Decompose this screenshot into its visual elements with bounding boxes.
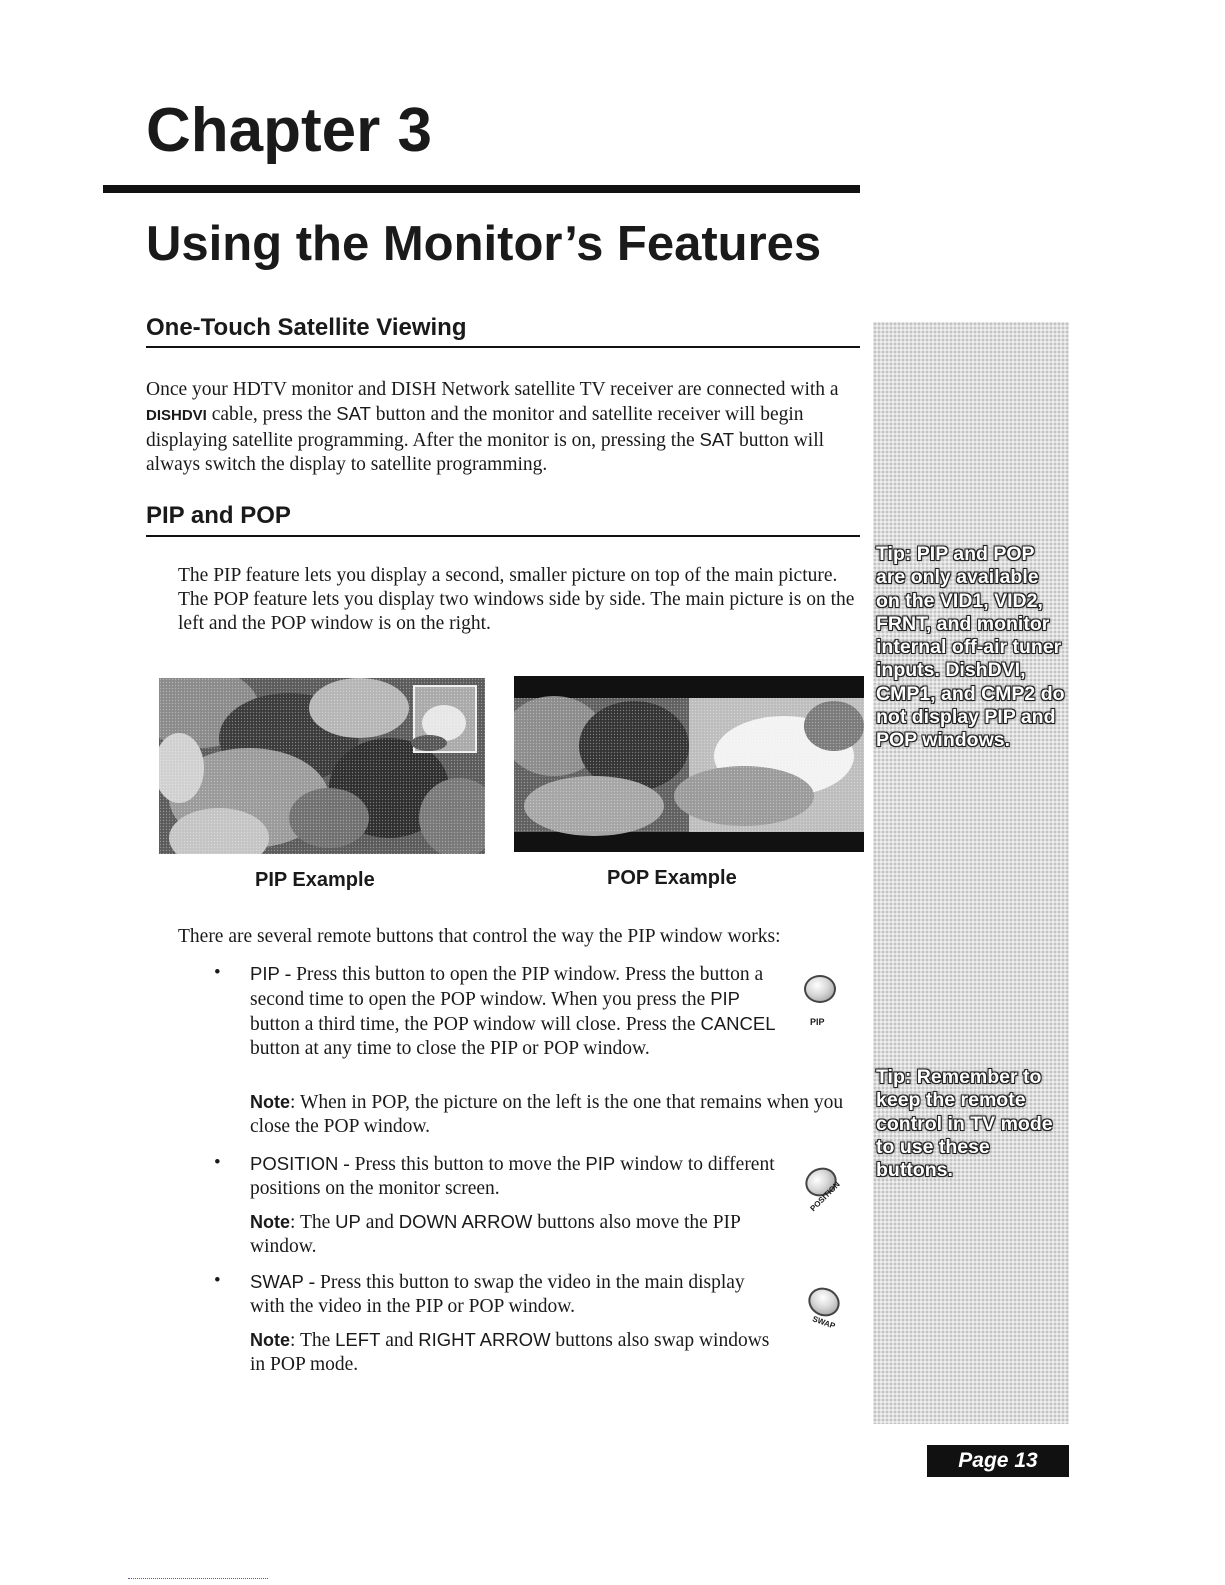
pip-example-image — [159, 678, 485, 854]
bullet-position-text: POSITION - Press this button to move the PIP window to different positions on the monitor screen. — [250, 1153, 775, 1199]
sidebar-panel — [873, 322, 1069, 1424]
swap-button-icon — [804, 1283, 845, 1322]
pip-button-icon — [804, 975, 836, 1003]
bullet-pip-note: Note: When in POP, the picture on the left is the one that remains when you close the POP window. — [250, 1092, 844, 1137]
pop-example-image — [514, 676, 864, 852]
section-rule — [146, 535, 860, 537]
section-heading-one-touch: One-Touch Satellite Viewing — [146, 314, 467, 341]
pop-example-caption: POP Example — [607, 867, 737, 889]
bullet-swap-text: SWAP - Press this button to swap the video in the main display with the video in the PIP or POP window. — [250, 1271, 745, 1317]
sidebar-tip-pip-pop: Tip: PIP and POP are only available on the VID1, VID2, FRNT, and monitor internal off-air tuner inputs. DishDVI, CMP1, and CMP2 do not display PIP and POP windows. — [876, 543, 1065, 752]
pip-pop-intro: The PIP feature lets you display a second, smaller picture on top of the main picture. The POP feature lets you display two windows side by side. The main picture is on the left and the POP window is on the right. — [178, 565, 855, 634]
bullet-marker: • — [214, 1270, 221, 1291]
page-number: Page 13 — [927, 1445, 1069, 1477]
bullet-swap-note: Note: The LEFT and RIGHT ARROW buttons also swap windows in POP mode. — [250, 1329, 770, 1375]
page-title: Using the Monitor’s Features — [146, 217, 822, 271]
bullet-marker: • — [214, 962, 221, 983]
bullet-pip-text: PIP - Press this button to open the PIP window. Press the button a second time to open the POP window. When you press the PIP button a third time, the POP window will close. Press the CANCEL button at any time to close the PIP or POP window. — [250, 963, 776, 1059]
footer-link-underline — [128, 1578, 268, 1580]
position-button-label: POSITION — [808, 1179, 842, 1214]
remote-buttons-intro: There are several remote buttons that control the way the PIP window works: — [178, 926, 781, 947]
section-rule — [146, 346, 860, 348]
swap-button-label: SWAP — [811, 1314, 837, 1331]
sidebar-tip-remote: Tip: Remember to keep the remote control in TV mode to use these buttons. — [876, 1066, 1053, 1182]
chapter-label: Chapter 3 — [146, 96, 432, 165]
pip-button-label: PIP — [810, 1017, 825, 1027]
chapter-rule — [103, 185, 860, 193]
bullet-marker: • — [214, 1152, 221, 1173]
bullet-position-note: Note: The UP and DOWN ARROW buttons also move the PIP window. — [250, 1211, 741, 1257]
pip-example-caption: PIP Example — [255, 869, 375, 891]
one-touch-paragraph: Once your HDTV monitor and DISH Network satellite TV receiver are connected with a DISHDVI cable, press the SAT button and the monitor and satellite receiver will begin displaying satellite programming. After the monitor is on, pressing the SAT button will always switch the display to satellite programming. — [146, 379, 839, 475]
section-heading-pip-pop: PIP and POP — [146, 502, 291, 529]
